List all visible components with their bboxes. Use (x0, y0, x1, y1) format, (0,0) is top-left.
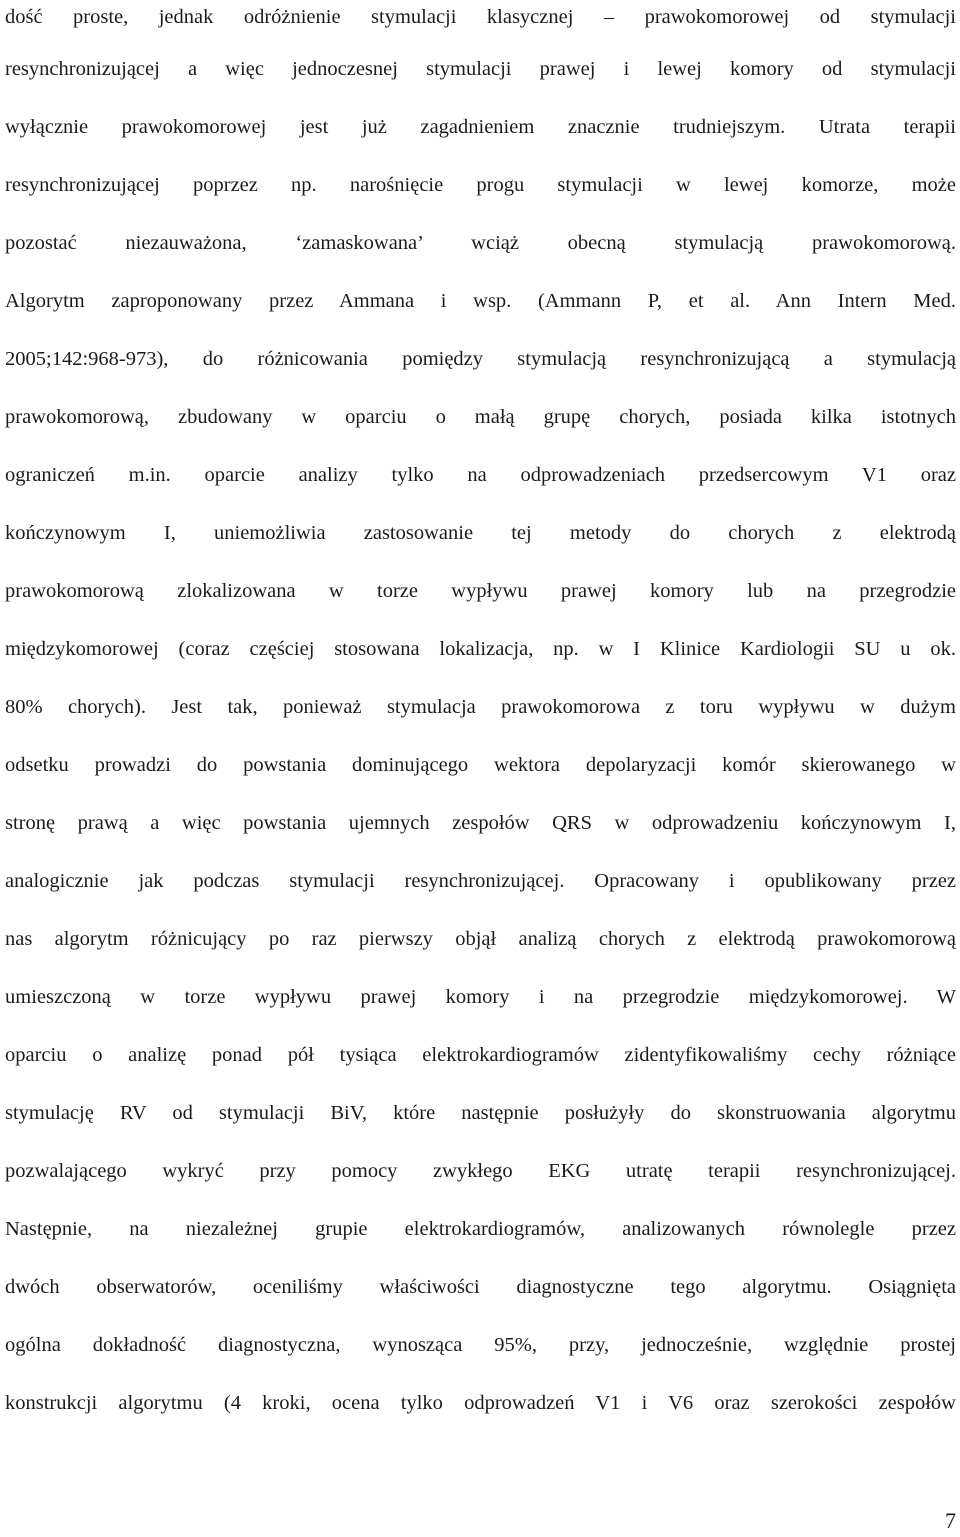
text-line: 2005;142:968-973), do różnicowania pomiędzy stymulacją resynchronizującą a stymulacją (5, 348, 956, 370)
text-line: kończynowym I, uniemożliwia zastosowanie tej metody do chorych z elektrodą (5, 522, 956, 544)
text-line: stronę prawą a więc powstania ujemnych zespołów QRS w odprowadzeniu kończynowym I, (5, 812, 956, 834)
text-line: konstrukcji algorytmu (4 kroki, ocena tylko odprowadzeń V1 i V6 oraz szerokości zespołów (5, 1392, 956, 1414)
text-line: międzykomorowej (coraz częściej stosowana lokalizacja, np. w I Klinice Kardiologii SU u ok. (5, 638, 956, 660)
text-line: stymulację RV od stymulacji BiV, które następnie posłużyły do skonstruowania algorytmu (5, 1102, 956, 1124)
text-line: odsetku prowadzi do powstania dominującego wektora depolaryzacji komór skierowanego w (5, 754, 956, 776)
text-line: pozostać niezauważona, ‘zamaskowana’ wciąż obecną stymulacją prawokomorową. (5, 232, 956, 254)
text-line: oparciu o analizę ponad pół tysiąca elektrokardiogramów zidentyfikowaliśmy cechy różniące (5, 1044, 956, 1066)
text-line: wyłącznie prawokomorowej jest już zagadnieniem znacznie trudniejszym. Utrata terapii (5, 116, 956, 138)
text-line: ograniczeń m.in. oparcie analizy tylko na odprowadzeniach przedsercowym V1 oraz (5, 464, 956, 486)
text-line: ogólna dokładność diagnostyczna, wynosząca 95%, przy, jednocześnie, względnie prostej (5, 1334, 956, 1356)
text-line: pozwalającego wykryć przy pomocy zwykłego EKG utratę terapii resynchronizującej. (5, 1160, 956, 1182)
page-number: 7 (945, 1508, 956, 1533)
text-line: nas algorytm różnicujący po raz pierwszy objął analizą chorych z elektrodą prawokomorową (5, 928, 956, 950)
text-line: prawokomorową zlokalizowana w torze wypływu prawej komory lub na przegrodzie (5, 580, 956, 602)
text-line: dwóch obserwatorów, oceniliśmy właściwości diagnostyczne tego algorytmu. Osiągnięta (5, 1276, 956, 1298)
text-line: Następnie, na niezależnej grupie elektrokardiogramów, analizowanych równolegle przez (5, 1218, 956, 1240)
text-line: prawokomorową, zbudowany w oparciu o małą grupę chorych, posiada kilka istotnych (5, 406, 956, 428)
text-line: resynchronizującej poprzez np. narośnięcie progu stymulacji w lewej komorze, może (5, 174, 956, 196)
text-line: umieszczoną w torze wypływu prawej komory i na przegrodzie międzykomorowej. W (5, 986, 956, 1008)
text-line: resynchronizującej a więc jednoczesnej stymulacji prawej i lewej komory od stymulacji (5, 58, 956, 80)
text-line: Algorytm zaproponowany przez Ammana i wsp. (Ammann P, et al. Ann Intern Med. (5, 290, 956, 312)
text-line: 80% chorych). Jest tak, ponieważ stymulacja prawokomorowa z toru wypływu w dużym (5, 696, 956, 718)
text-line: dość proste, jednak odróżnienie stymulacji klasycznej – prawokomorowej od stymulacji (5, 6, 956, 28)
text-line: analogicznie jak podczas stymulacji resynchronizującej. Opracowany i opublikowany przez (5, 870, 956, 892)
